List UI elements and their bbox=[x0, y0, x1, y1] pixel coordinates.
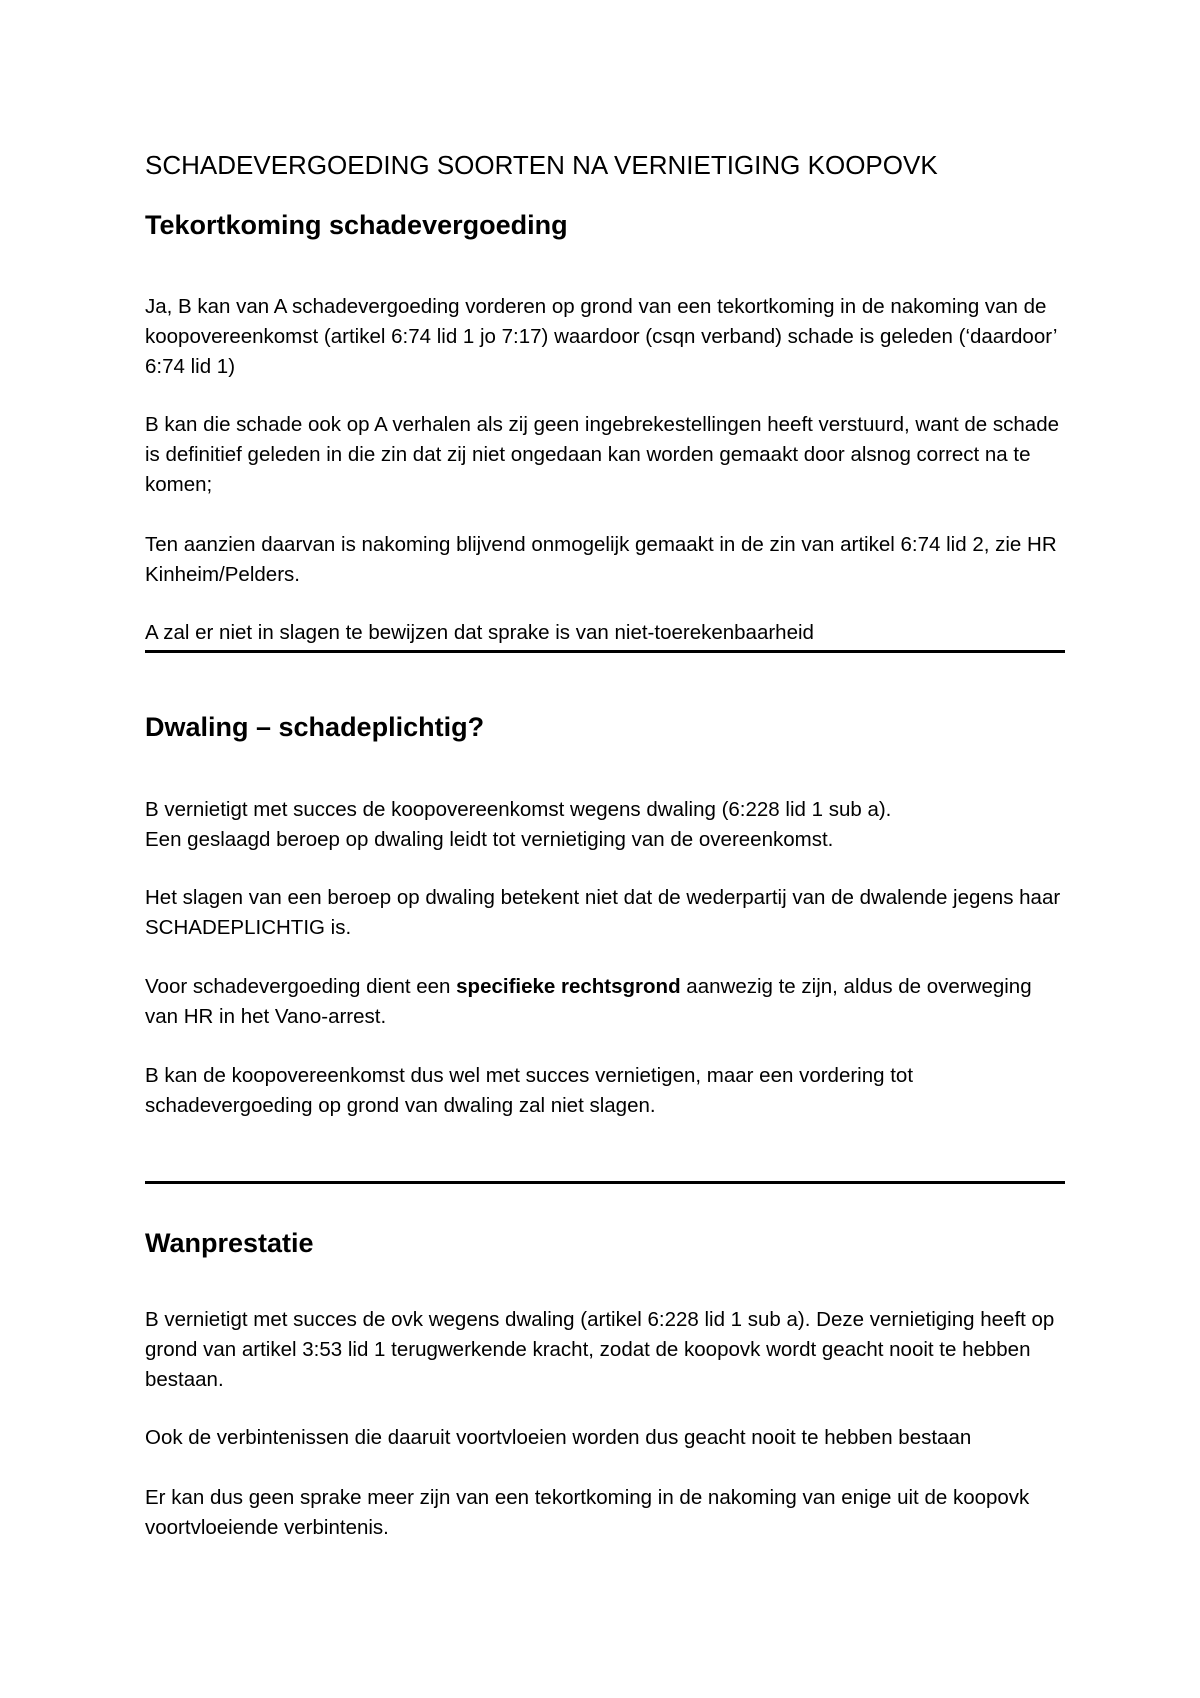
section-heading-dwaling: Dwaling – schadeplichtig? bbox=[145, 712, 485, 742]
paragraph bbox=[145, 972, 1065, 1032]
paragraph: Er kan dus geen sprake meer zijn van een tekortkoming in de nakoming van enige uit de koopovk voortvloeiende verbintenis. bbox=[145, 1486, 1030, 1539]
paragraph: Ja, B kan van A schadevergoeding vorderen op grond van een tekortkoming in de nakoming van de koopovereenkomst (artikel 6:74 lid 1 jo 7:17) waardoor (csqn verband) schade is geleden (‘daardoor’ 6:74 lid 1) bbox=[145, 295, 1057, 378]
section-divider bbox=[145, 1181, 1065, 1184]
paragraph-line: Een geslaagd beroep op dwaling leidt tot vernietiging van de overeenkomst. bbox=[145, 828, 834, 851]
text-run: aanwezig te zijn, aldus de overweging van HR in het Vano-arrest. bbox=[145, 975, 1032, 1028]
text-run: Voor schadevergoeding dient een bbox=[145, 975, 457, 998]
paragraph: B kan de koopovereenkomst dus wel met succes vernietigen, maar een vordering tot schadevergoeding op grond van dwaling zal niet slagen. bbox=[145, 1064, 914, 1117]
section-heading-wanprestatie: Wanprestatie bbox=[145, 1228, 314, 1258]
paragraph-line: B vernietigt met succes de koopovereenkomst wegens dwaling (6:228 lid 1 sub a). bbox=[145, 798, 892, 821]
paragraph: A zal er niet in slagen te bewijzen dat sprake is van niet-toerekenbaarheid bbox=[145, 621, 814, 644]
paragraph: Het slagen van een beroep op dwaling betekent niet dat de wederpartij van de dwalende jegens haar SCHADEPLICHTIG is. bbox=[145, 886, 1061, 939]
paragraph: B kan die schade ook op A verhalen als zij geen ingebrekestellingen heeft verstuurd, want de schade is definitief geleden in die zin dat zij niet ongedaan kan worden gemaakt door alsnog correct na te komen; bbox=[145, 413, 1059, 496]
section-divider bbox=[145, 650, 1065, 653]
paragraph: B vernietigt met succes de ovk wegens dwaling (artikel 6:228 lid 1 sub a). Deze vernietiging heeft op grond van artikel 3:53 lid 1 terugwerkende kracht, zodat de koopovk wordt geacht nooit te hebben bestaan. bbox=[145, 1308, 1055, 1391]
paragraph: Ook de verbintenissen die daaruit voortvloeien worden dus geacht nooit te hebben bestaan bbox=[145, 1426, 972, 1449]
document-title: SCHADEVERGOEDING SOORTEN NA VERNIETIGING KOOPOVK bbox=[145, 150, 938, 180]
paragraph: Ten aanzien daarvan is nakoming blijvend onmogelijk gemaakt in de zin van artikel 6:74 lid 2, zie HR Kinheim/Pelders. bbox=[145, 533, 1057, 586]
section-heading-tekortkoming: Tekortkoming schadevergoeding bbox=[145, 210, 568, 240]
emphasis-text: specifieke rechtsgrond bbox=[456, 975, 681, 998]
paragraph bbox=[145, 795, 1065, 855]
